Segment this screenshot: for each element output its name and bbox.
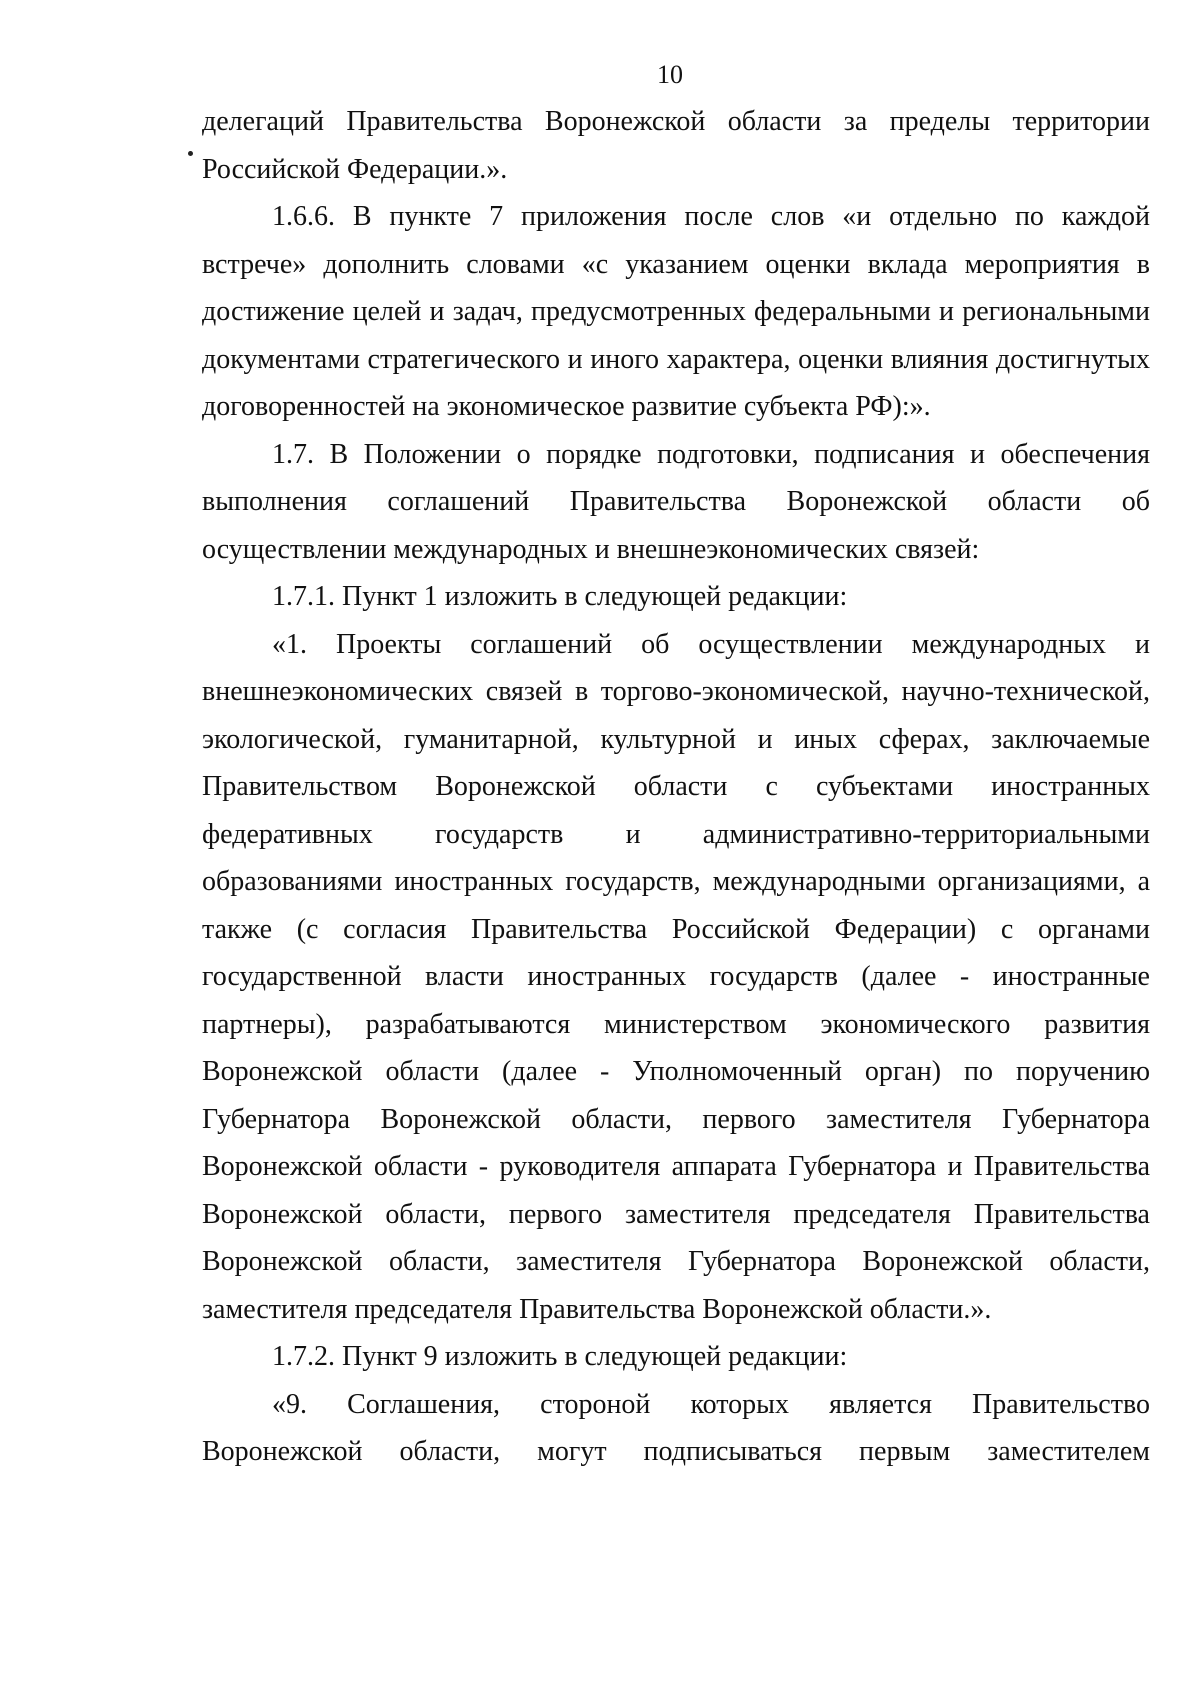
paragraph-continuation: делегаций Правительства Воронежской области за пределы территории Российской Федерации.». [202, 106, 1150, 185]
paragraph-quote-1: «1. Проекты соглашений об осуществлении международных и внешнеэкономических связей в торгово-экономической, научно-технической, экологической, гуманитарной, культурной и иных сферах, заключаемые Правительством Воронежской области с субъектами иностранных федеративных государств и административно-территориальными образованиями иностранных государств, международными организациями, а также (с согласия Правительства Российской Федерации) с органами государственной власти иностранных государств (далее - иностранные партнеры), разрабатываются министерством экономического развития Воронежской области (далее - Уполномоченный орган) по поручению Губернатора Воронежской области, первого заместителя Губернатора Воронежской области - руководителя аппарата Губернатора и Правительства Воронежской области, первого заместителя председателя Правительства Воронежской области, заместителя Губернатора Воронежской области, заместителя председателя Правительства Воронежской области.». [202, 628, 1150, 1325]
paragraph-quote-9: «9. Соглашения, стороной которых является Правительство Воронежской области, могут подписываться первым заместителем [202, 1388, 1150, 1467]
document-body [202, 98, 1150, 1476]
paragraph-1-7-1: 1.7.1. Пункт 1 изложить в следующей редакции: [272, 581, 848, 612]
paragraph-1-6-6: 1.6.6. В пункте 7 приложения после слов «и отдельно по каждой встрече» дополнить словами «с указанием оценки вклада мероприятия в достижение целей и задач, предусмотренных федеральными и региональными документами стратегического и иного характера, оценки влияния достигнутых договоренностей на экономическое развитие субъекта РФ):». [202, 201, 1150, 422]
margin-dot [188, 151, 193, 156]
paragraph-1-7-2: 1.7.2. Пункт 9 изложить в следующей редакции: [272, 1341, 848, 1372]
paragraph-1-7: 1.7. В Положении о порядке подготовки, подписания и обеспечения выполнения соглашений Правительства Воронежской области об осуществлении международных и внешнеэкономических связей: [202, 438, 1150, 565]
page-number: 10 [657, 60, 683, 89]
